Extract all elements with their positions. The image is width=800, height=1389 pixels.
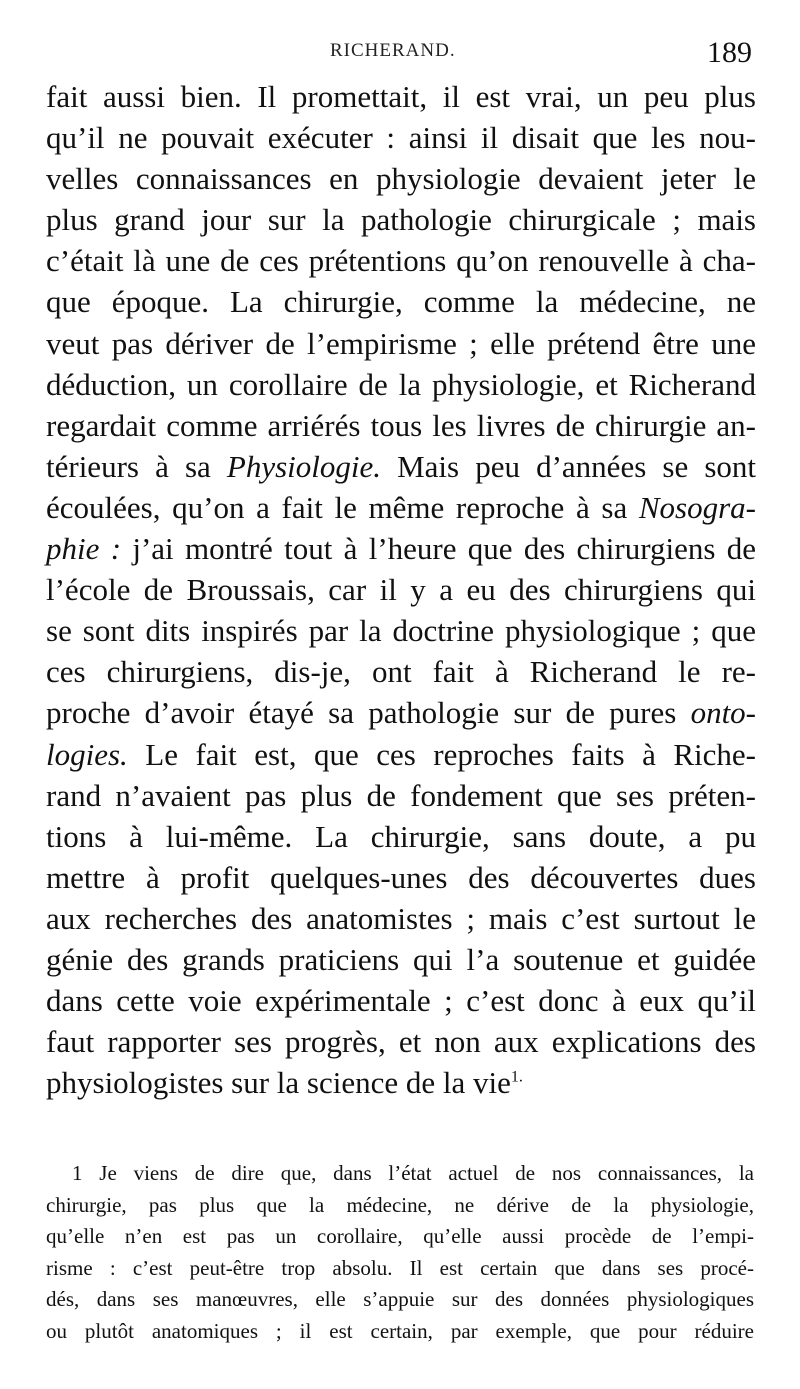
text-line: génie des grands praticiens qui l’a soutenue et guidée (46, 941, 756, 977)
text-line (46, 528, 756, 569)
footnote-reference: 1. (510, 1068, 523, 1086)
text-segment: Le fait est, que ces reproches faits à Riche- (127, 736, 756, 772)
text-line (46, 734, 756, 775)
text-line: se sont dits inspirés par la doctrine physiologique ; que (46, 613, 756, 649)
text-line (46, 692, 756, 733)
footnote-line: risme : c’est peut-être trop absolu. Il est certain que dans ses procé- (46, 1255, 754, 1280)
text-line: aux recherches des anatomistes ; mais c’est surtout le (46, 900, 756, 936)
footnote-line: dés, dans ses manœuvres, elle s’appuie sur des données physiologiques (46, 1287, 754, 1312)
footnote-line: ou plutôt anatomiques ; il est certain, par exemple, que pour réduire (46, 1318, 754, 1343)
text-segment: écoulées, qu’on a fait le même reproche à sa (46, 489, 639, 525)
text-line: mettre à profit quelques-unes des découvertes dues (46, 859, 756, 895)
italic-title-physiologie: Physiologie. (226, 448, 381, 484)
text-line: regardait comme arriérés tous les livres de chirurgie an- (46, 407, 756, 443)
footnote-line: 1 Je viens de dire que, dans l’état actuel de nos connaissances, la (72, 1161, 754, 1185)
text-line: rand n’avaient pas plus de fondement que ses préten- (46, 777, 756, 813)
text-segment: physiologistes sur la science de la vie (46, 1065, 511, 1101)
footnote-line: chirurgie, pas plus que la médecine, ne dérive de la physiologie, (46, 1192, 754, 1217)
text-line: faut rapporter ses progrès, et non aux explications des (46, 1024, 756, 1060)
text-line (46, 1062, 756, 1103)
text-line: fait aussi bien. Il promettait, il est vrai, un peu plus (46, 79, 756, 114)
text-line: déduction, un corollaire de la physiologie, et Richerand (46, 366, 756, 402)
italic-title-nosographie: Nosogra- (638, 489, 756, 525)
text-segment: térieurs à sa (46, 448, 227, 484)
text-line: ces chirurgiens, dis-je, ont fait à Richerand le re- (46, 654, 756, 690)
main-text (46, 76, 756, 1103)
text-line: veut pas dériver de l’empirisme ; elle prétend être une (46, 325, 756, 361)
italic-word-ontologies-cont: logies. (46, 736, 128, 772)
footnote-line: qu’elle n’en est pas un corollaire, qu’elle aussi procède de l’empi- (46, 1224, 754, 1249)
footnote (46, 1158, 754, 1348)
text-line: qu’il ne pouvait exécuter : ainsi il disait que les nou- (46, 120, 756, 156)
italic-title-nosographie-cont: phie : (46, 531, 122, 567)
text-line: tions à lui-même. La chirurgie, sans doute, a pu (46, 818, 756, 854)
text-segment: j’ai montré tout à l’heure que des chirurgiens de (121, 531, 756, 567)
text-line: velles connaissances en physiologie devaient jeter le (46, 161, 756, 197)
text-line (46, 487, 756, 528)
text-segment: proche d’avoir étayé sa pathologie sur de pures (46, 695, 691, 731)
text-line (46, 446, 756, 487)
text-line: c’était là une de ces prétentions qu’on renouvelle à cha- (46, 243, 756, 279)
running-head: RICHERAND. (330, 40, 456, 61)
text-line: que époque. La chirurgie, comme la médecine, ne (46, 284, 756, 320)
text-line: dans cette voie expérimentale ; c’est donc à eux qu’il (46, 983, 756, 1019)
page-number: 189 (707, 36, 752, 69)
text-line: plus grand jour sur la pathologie chirurgicale ; mais (46, 202, 756, 238)
italic-word-ontologies: onto- (690, 695, 756, 731)
text-line: l’école de Broussais, car il y a eu des chirurgiens qui (46, 572, 756, 608)
text-segment: Mais peu d’années se sont (381, 448, 756, 484)
